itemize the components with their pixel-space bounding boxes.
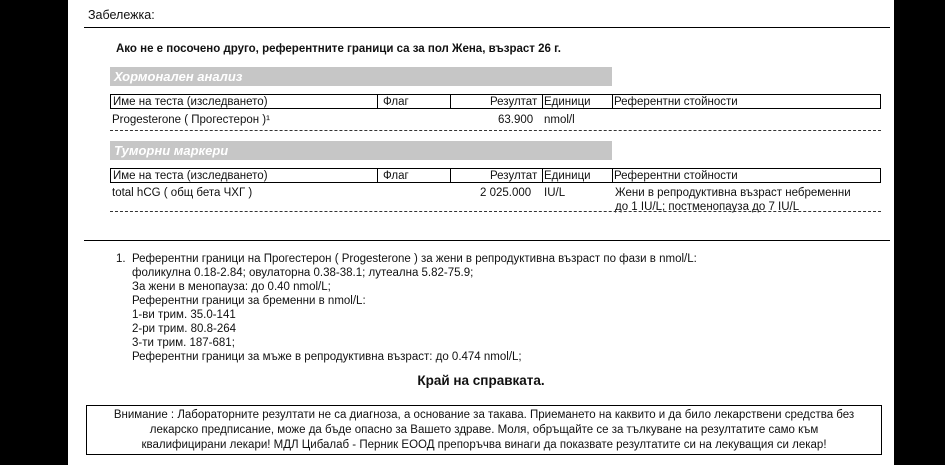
col-name-header: Име на теста (изследването) bbox=[113, 96, 268, 108]
result-hcg: 2 025.000 bbox=[480, 187, 532, 199]
footnote-line: 2-ри трим. 80.8-264 bbox=[132, 323, 237, 335]
result-progesterone: 63.900 bbox=[498, 114, 534, 126]
test-name-hcg: total hCG ( общ бета ЧХГ ) bbox=[112, 187, 253, 199]
note-label: Забележка: bbox=[88, 8, 155, 22]
table-header bbox=[110, 168, 881, 183]
units-hcg: IU/L bbox=[544, 187, 566, 199]
col-name-header: Име на теста (изследването) bbox=[113, 170, 268, 182]
col-units-header: Единици bbox=[544, 170, 591, 182]
divider bbox=[84, 27, 890, 28]
table-header bbox=[110, 94, 881, 109]
col-flag-header: Флаг bbox=[383, 96, 409, 108]
reference-intro: Ако не е посочено друго, референтните граници са за пол Жена, възраст 26 г. bbox=[116, 43, 561, 55]
col-result-header: Резултат bbox=[490, 96, 538, 108]
row-divider bbox=[110, 211, 881, 212]
warning-box bbox=[86, 405, 882, 455]
col-result-header: Резултат bbox=[490, 170, 538, 182]
footnote-line: 1-ви трим. 35.0-141 bbox=[132, 309, 236, 321]
col-reference-header: Референтни стойности bbox=[614, 96, 738, 108]
footnote-line: 3-ти трим. 187-681; bbox=[132, 337, 235, 349]
row-divider bbox=[110, 130, 881, 131]
end-of-report: Край на справката. bbox=[417, 373, 545, 388]
footnote-line: Референтни граници за бременни в nmol/L: bbox=[132, 295, 366, 307]
footnote-line: За жени в менопауза: до 0.40 nmol/L; bbox=[132, 281, 331, 293]
report-page bbox=[68, 0, 894, 465]
warning-line: квалифицирани лекари! МДЛ Цибалаб - Перник ЕООД препоръчва винаги да показвате резултатите си на лекуващия си лекар! bbox=[141, 439, 827, 451]
footnote-line: фоликулна 0.18-2.84; овулаторна 0.38-38.1; лутеална 5.82-75.9; bbox=[132, 267, 474, 279]
col-flag-header: Флаг bbox=[383, 170, 409, 182]
reference-hcg-line1: Жени в репродуктивна възраст небременни bbox=[615, 187, 851, 199]
warning-line: лекарско предписание, може да бъде опасно за Вашето здраве. Моля, обръщайте се за тълкуване на резултатите само към bbox=[149, 424, 819, 436]
section-title-hormonal: Хормонален анализ bbox=[110, 67, 612, 86]
footnote-line: Референтни граници на Прогестерон ( Progesterone ) за жени в репродуктивна възраст по фази в nmol/L: bbox=[132, 253, 697, 265]
reference-hcg-line2: до 1 IU/L; постменопауза до 7 IU/L bbox=[615, 201, 800, 213]
divider bbox=[84, 240, 890, 241]
footnote-line: Референтни граници за мъже в репродуктивна възраст: до 0.474 nmol/L; bbox=[132, 351, 522, 363]
section-title-tumor: Туморни маркери bbox=[110, 141, 612, 160]
warning-line: Внимание : Лабораторните резултати не са диагноза, а основание за такава. Приемането на каквито и да било лекарствени средства без bbox=[113, 409, 855, 421]
col-units-header: Единици bbox=[544, 96, 591, 108]
col-reference-header: Референтни стойности bbox=[614, 170, 738, 182]
footnote-number: 1. bbox=[116, 253, 126, 265]
units-progesterone: nmol/l bbox=[544, 114, 575, 126]
test-name-progesterone: Progesterone ( Прогестерон )¹ bbox=[112, 114, 270, 126]
